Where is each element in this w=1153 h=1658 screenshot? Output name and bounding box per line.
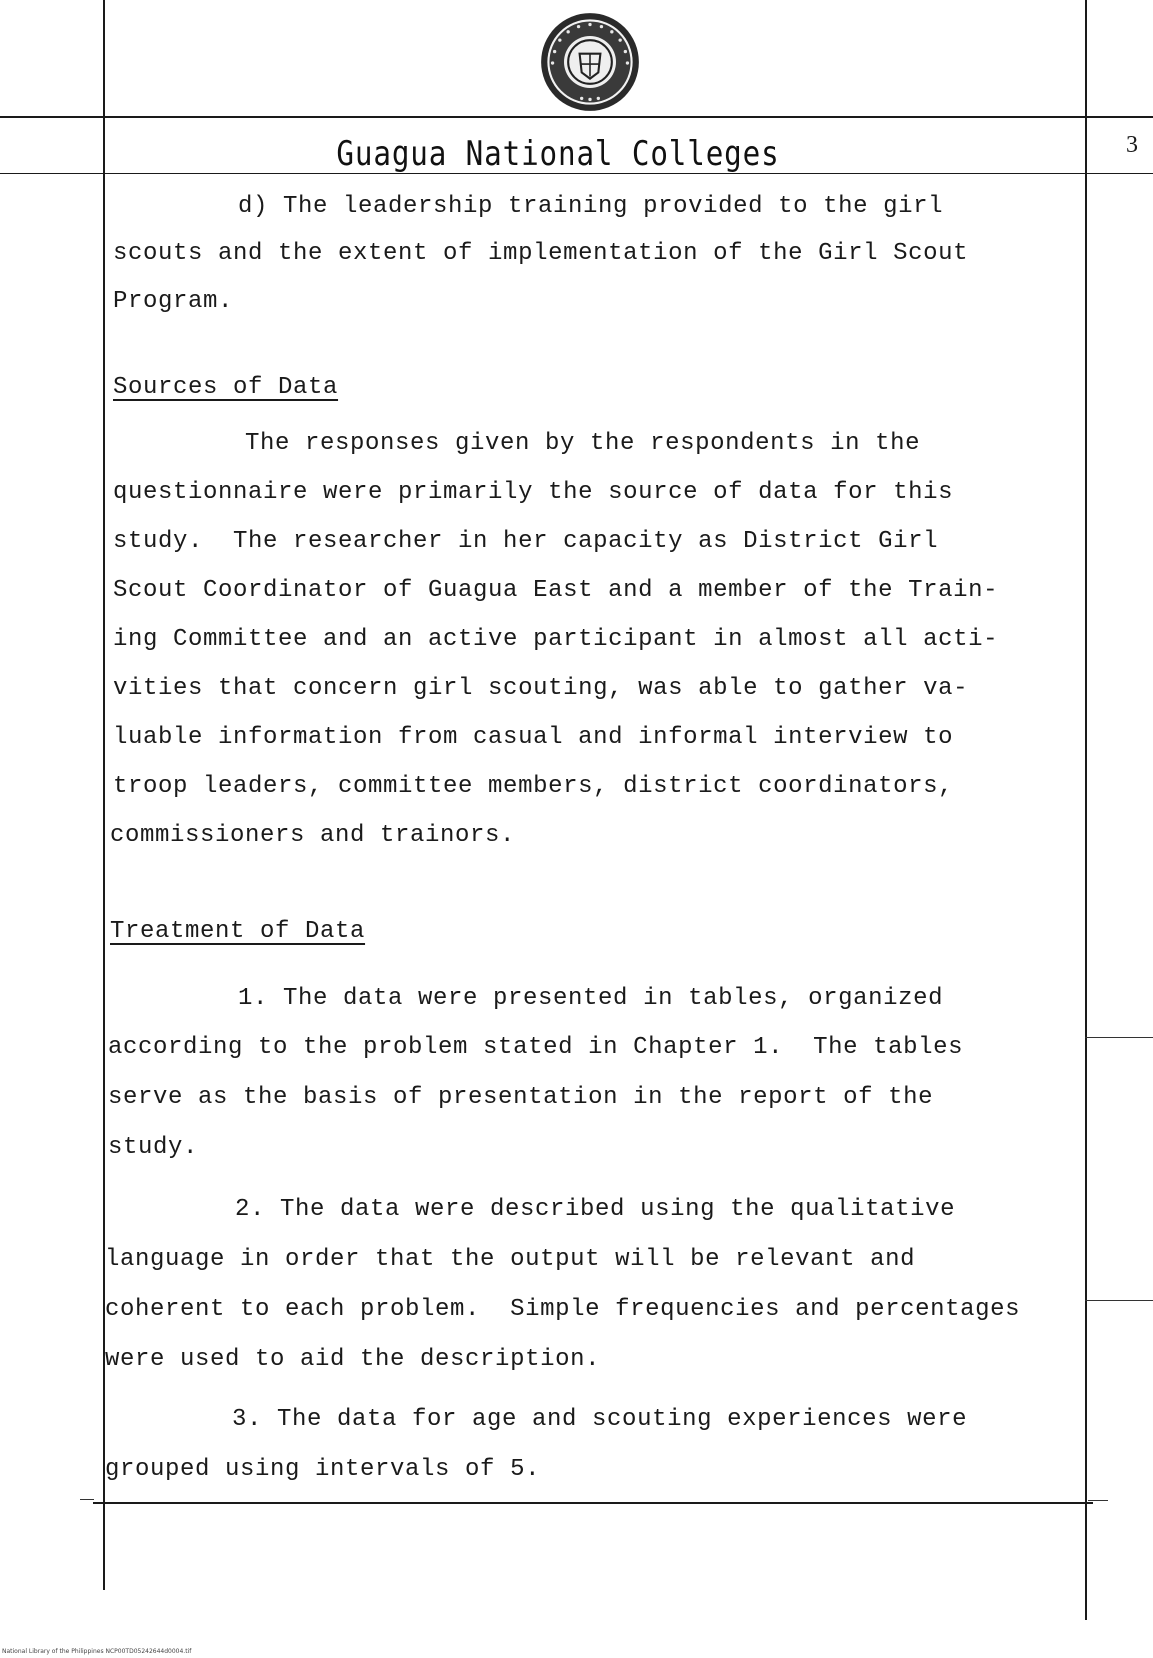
page-number: 3 bbox=[1126, 132, 1138, 158]
margin-tick bbox=[1085, 1037, 1153, 1038]
paragraph-line: Scout Coordinator of Guagua East and a member of the Train- bbox=[113, 577, 999, 604]
paragraph-line: The responses given by the respondents in the bbox=[245, 430, 921, 457]
paragraph-line: luable information from casual and informal interview to bbox=[113, 724, 954, 751]
paragraph-line: questionnaire were primarily the source of data for this bbox=[113, 479, 954, 506]
paragraph-line: scouts and the extent of implementation of the Girl Scout bbox=[113, 240, 969, 267]
footer-rule bbox=[93, 1502, 1093, 1504]
right-margin-rule bbox=[1085, 0, 1087, 1620]
paragraph-line: commissioners and trainors. bbox=[110, 822, 516, 849]
paragraph-line: according to the problem stated in Chapter 1. The tables bbox=[108, 1034, 964, 1061]
section-heading-sources: Sources of Data bbox=[113, 374, 339, 401]
section-heading-treatment: Treatment of Data bbox=[110, 918, 366, 945]
paragraph-line: study. bbox=[108, 1134, 199, 1161]
paragraph-line: 2. The data were described using the qualitative bbox=[235, 1196, 956, 1223]
paragraph-line: were used to aid the description. bbox=[105, 1346, 601, 1373]
paragraph-line: vities that concern girl scouting, was able to gather va- bbox=[113, 675, 969, 702]
paragraph-line: 1. The data were presented in tables, organized bbox=[238, 985, 944, 1012]
paragraph-line: coherent to each problem. Simple frequencies and percentages bbox=[105, 1296, 1021, 1323]
margin-tick bbox=[80, 1499, 94, 1500]
college-seal-logo bbox=[538, 10, 642, 114]
paragraph-line: Program. bbox=[113, 288, 234, 315]
paragraph-line: study. The researcher in her capacity as District Girl bbox=[113, 528, 939, 555]
paragraph-line: language in order that the output will be relevant and bbox=[105, 1246, 916, 1273]
margin-tick bbox=[1085, 1300, 1153, 1301]
paragraph-line: ing Committee and an active participant in almost all acti- bbox=[113, 626, 999, 653]
paragraph-line: serve as the basis of presentation in the report of the bbox=[108, 1084, 934, 1111]
margin-tick bbox=[1088, 1500, 1108, 1501]
page-header-title: Guagua National Colleges bbox=[336, 134, 780, 174]
paragraph-line: 3. The data for age and scouting experiences were bbox=[232, 1406, 968, 1433]
header-rule-top bbox=[0, 116, 1153, 118]
paragraph-line: troop leaders, committee members, district coordinators, bbox=[113, 773, 954, 800]
paragraph-line: grouped using intervals of 5. bbox=[105, 1456, 541, 1483]
scan-footer: National Library of the Philippines NCP00TD05242644d0004.tif bbox=[2, 1648, 192, 1655]
paragraph-line: d) The leadership training provided to the girl bbox=[238, 193, 944, 220]
